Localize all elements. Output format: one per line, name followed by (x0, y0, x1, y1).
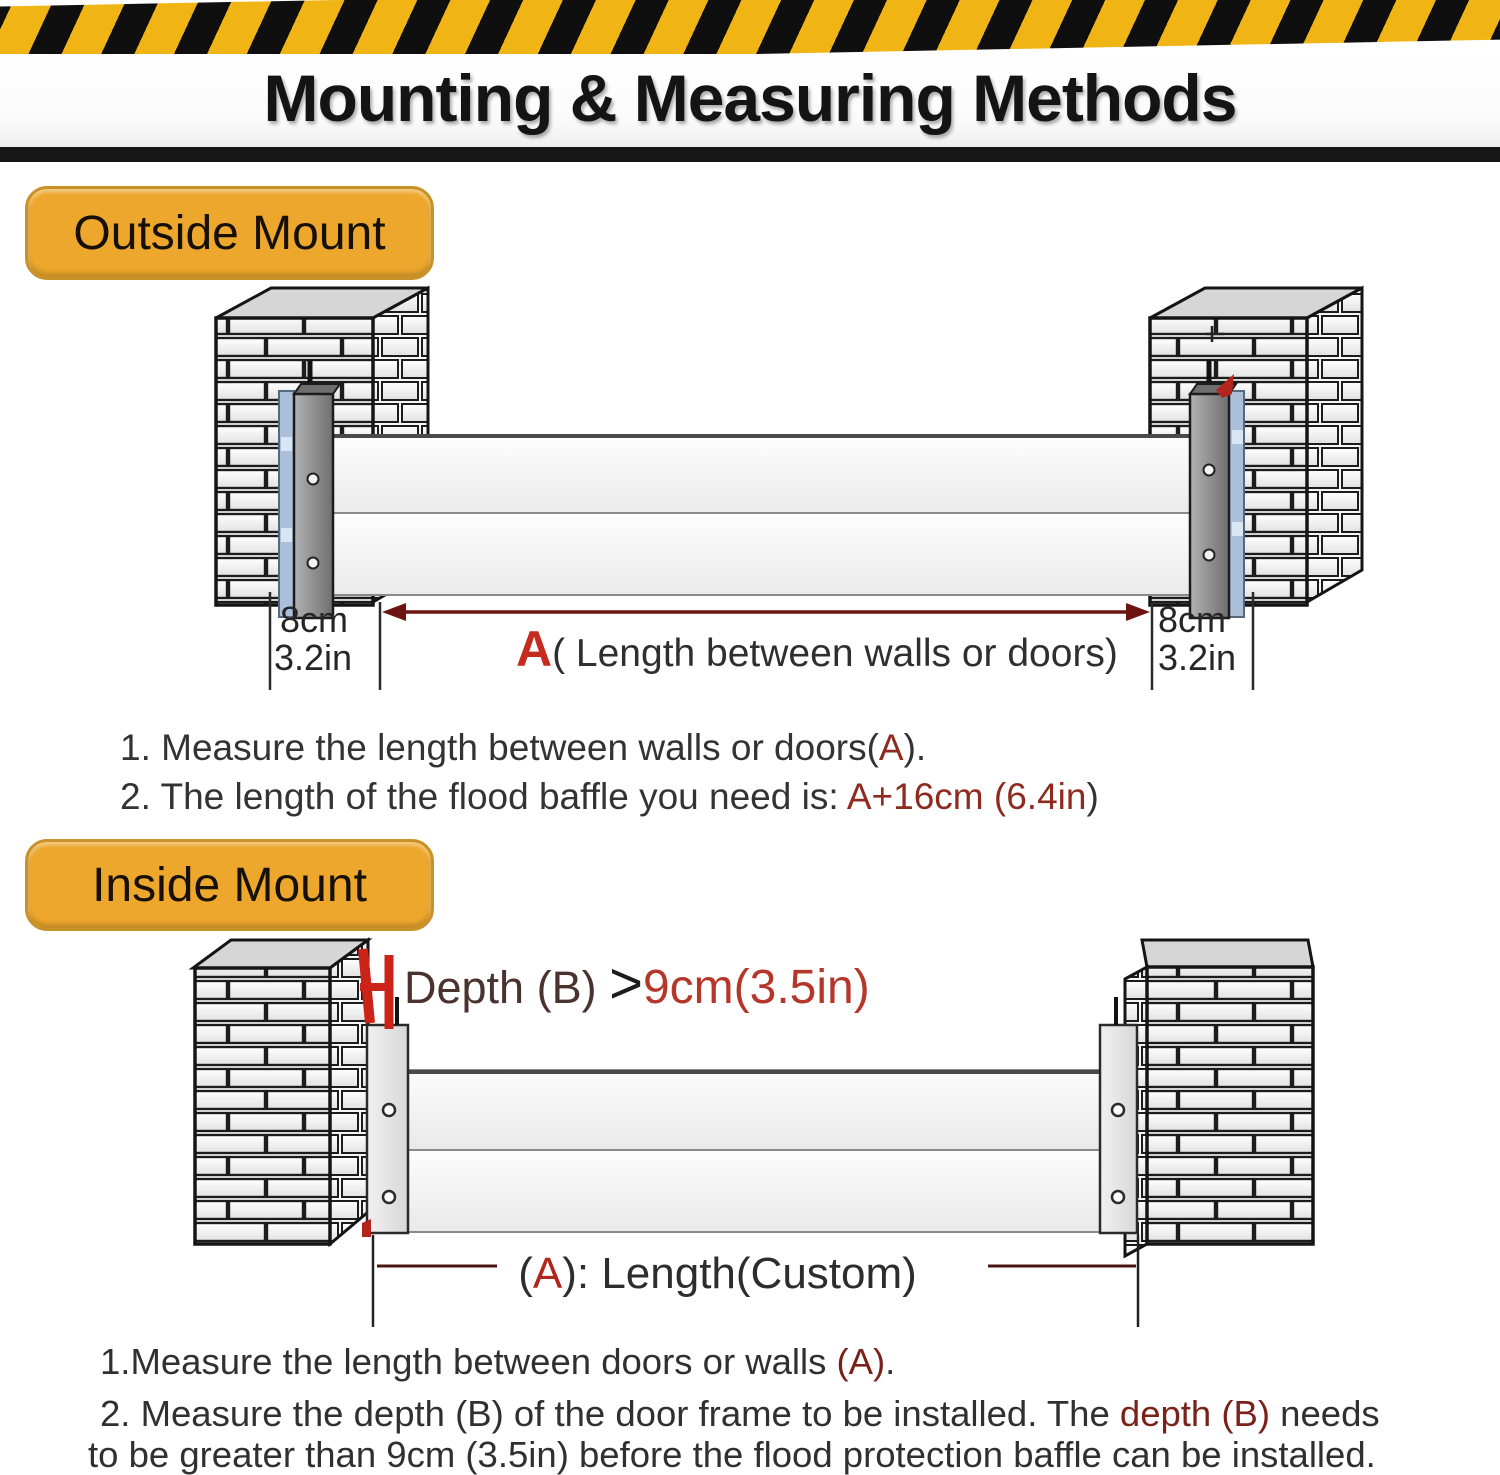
outside-step-2-end: ) (1086, 776, 1099, 817)
outside-step-1 (120, 727, 926, 769)
inside-step-2-line-2 (88, 1434, 1376, 1475)
right-seal-strip (1229, 391, 1244, 617)
outside-mount-badge (25, 186, 434, 280)
outside-step-2-text: 2. The length of the flood baffle you need is: (120, 776, 847, 817)
outside-step-1-a: A (878, 727, 904, 768)
right-mounting-bracket (1190, 384, 1236, 618)
page-title: Mounting & Measuring Methods (263, 61, 1237, 135)
length-a-letter: A (516, 621, 553, 677)
header-divider (0, 147, 1500, 162)
length-custom-a: A (532, 1249, 563, 1298)
outside-step-2-formula: A+16cm (6.4in (846, 776, 1087, 817)
inside-step-2-depth: depth (B) (1119, 1393, 1271, 1434)
outside-mount-badge-label: Outside Mount (73, 206, 386, 260)
dim-right-cm (1158, 599, 1226, 641)
left-brick-pillar (193, 940, 368, 1244)
dim-right-cm-value: 8cm (1158, 599, 1227, 640)
length-custom-label (495, 1249, 940, 1299)
inside-step-1-a: (A) (836, 1341, 886, 1382)
depth-b-label (404, 950, 870, 1017)
dim-left-in (274, 637, 352, 679)
flood-baffle (333, 435, 1190, 595)
flood-baffle (408, 1070, 1100, 1232)
length-custom-open: ( (518, 1249, 533, 1298)
inside-step-2-text: 2. Measure the depth (B) of the door frame to be installed. The (100, 1393, 1120, 1434)
depth-gauge-icon (360, 949, 392, 1029)
inside-step-1-end: . (885, 1341, 896, 1382)
dim-left-cm-value: 8cm (280, 599, 349, 640)
inside-step-1-text: 1.Measure the length between doors or walls (100, 1341, 837, 1382)
left-seal-strip (279, 391, 294, 617)
length-a-text: ( Length between walls or doors) (552, 632, 1118, 675)
length-a-label (516, 620, 1118, 678)
dim-right-in-value: 3.2in (1158, 637, 1237, 678)
dim-left-cm (280, 599, 348, 641)
dimension-arrow (382, 603, 1150, 621)
inside-step-2-end: needs (1270, 1393, 1380, 1434)
outside-step-2 (120, 776, 1099, 818)
right-mounting-bracket (1100, 1025, 1137, 1233)
greater-than-sign: > (609, 951, 643, 1016)
length-custom-text: ): Length(Custom) (562, 1249, 917, 1298)
depth-b-value: 9cm(3.5in) (642, 961, 870, 1014)
depth-b-text: Depth (B) (404, 962, 610, 1013)
inside-step-2-continuation: to be greater than 9cm (3.5in) before the flood protection baffle can be installed. (88, 1434, 1376, 1475)
inside-mount-badge (25, 839, 434, 931)
inside-step-2-line-1 (100, 1393, 1380, 1435)
dim-left-in-value: 3.2in (274, 637, 353, 678)
red-corner-mark (362, 1219, 371, 1237)
left-mounting-bracket (367, 1025, 408, 1233)
outside-step-1-end: ). (903, 727, 927, 768)
dim-right-in (1158, 637, 1236, 679)
left-mounting-bracket (294, 384, 340, 618)
inside-step-1 (100, 1341, 895, 1383)
outside-step-1-text: 1. Measure the length between walls or doors( (120, 727, 879, 768)
right-brick-pillar (1125, 940, 1313, 1256)
inside-mount-badge-label: Inside Mount (92, 858, 367, 912)
